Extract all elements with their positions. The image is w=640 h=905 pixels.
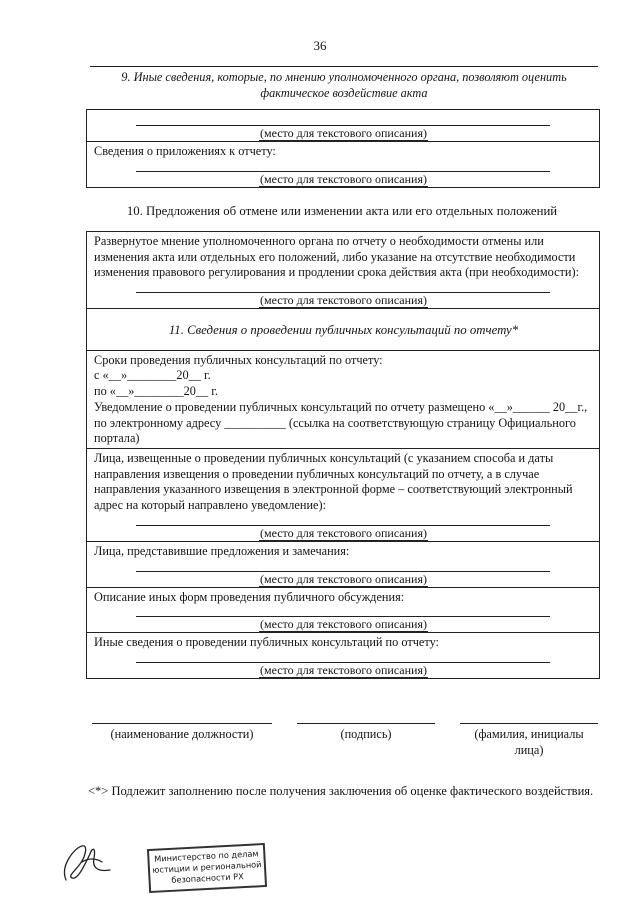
fill-line bbox=[136, 160, 550, 172]
section11-title-row bbox=[87, 308, 599, 349]
section11-title: 11. Сведения о проведении публичных консультаций по отчету* bbox=[168, 323, 519, 338]
handwritten-signature bbox=[52, 836, 122, 886]
fill-line bbox=[136, 560, 550, 572]
text-placeholder-caption: (место для текстового описания) bbox=[260, 663, 427, 678]
section11-proposers-row bbox=[87, 541, 599, 587]
section9-table bbox=[86, 109, 600, 188]
name-line bbox=[460, 723, 598, 724]
fill-line bbox=[136, 114, 550, 126]
notified-text: Лица, извещенные о проведении публичных консультаций (с указанием способа и даты направления извещения о проведении публичных консультаций по отчету, а в случае направления указанного извещения в электронной форме – соответствующий электронный адрес на который направлено уведомление): bbox=[94, 450, 573, 513]
section11-other-forms-row bbox=[87, 587, 599, 633]
date-to: по «__»________20__ г. bbox=[94, 384, 218, 399]
attachments-label: Сведения о приложениях к отчету: bbox=[94, 144, 276, 158]
text-placeholder-caption: (место для текстового описания) bbox=[260, 617, 427, 632]
name-label: (фамилия, инициалы лица) bbox=[474, 727, 584, 757]
section11-notified-row bbox=[87, 448, 599, 541]
page-number: 36 bbox=[313, 38, 327, 53]
other-info-label: Иные сведения о проведении публичных консультаций по отчету: bbox=[94, 635, 439, 650]
fill-line bbox=[136, 651, 550, 663]
footnote: <*> Подлежит заполнению после получения заключения об оценке фактического воздействия. bbox=[88, 784, 594, 798]
section10-opinion-row bbox=[87, 232, 599, 308]
position-line bbox=[92, 723, 272, 724]
date-from: с «__»________20__ г. bbox=[94, 368, 211, 383]
section9-other-info-row bbox=[87, 110, 599, 141]
text-placeholder-caption: (место для текстового описания) bbox=[260, 571, 427, 586]
fill-line bbox=[136, 281, 550, 293]
fill-line bbox=[136, 605, 550, 617]
fill-line bbox=[136, 514, 550, 526]
section10-title: 10. Предложения об отмене или изменении акта или его отдельных положений bbox=[126, 204, 558, 218]
section11-period-row bbox=[87, 350, 599, 448]
notice-text: Уведомление о проведении публичных консультаций по отчету размещено «__»______ 20__г., по электронному адресу __________ (ссылка на соответствующую страницу Официального портала) bbox=[94, 399, 588, 446]
section10-11-table bbox=[86, 231, 600, 679]
text-placeholder-caption: (место для текстового описания) bbox=[260, 171, 427, 186]
top-rule bbox=[90, 66, 598, 67]
signature-line bbox=[297, 723, 435, 724]
text-placeholder-caption: (место для текстового описания) bbox=[260, 126, 427, 140]
signature-label: (подпись) bbox=[340, 727, 392, 741]
opinion-text: Развернутое мнение уполномоченного органа по отчету о необходимости отмены или изменения акта или отдельных его положений, либо указание на отсутствие необходимости изменения правового регулирования и продлении срока действия акта (при необходимости): bbox=[94, 234, 580, 280]
text-placeholder-caption: (место для текстового описания) bbox=[260, 525, 427, 540]
text-placeholder-caption: (место для текстового описания) bbox=[260, 293, 427, 308]
section9-title: 9. Иные сведения, которые, по мнению уполномоченного органа, позволяют оценить фактическое воздействие акта bbox=[121, 70, 567, 100]
official-stamp: Министерство по делам юстиции и региональной безопасности РХ bbox=[147, 843, 267, 893]
section11-other-info-row bbox=[87, 632, 599, 678]
position-label: (наименование должности) bbox=[110, 727, 254, 741]
other-forms-label: Описание иных форм проведения публичного обсуждения: bbox=[94, 589, 405, 604]
section9-attachments-row bbox=[87, 141, 599, 187]
period-label: Сроки проведения публичных консультаций по отчету: bbox=[94, 352, 383, 367]
proposers-label: Лица, представившие предложения и замечания: bbox=[94, 543, 350, 558]
